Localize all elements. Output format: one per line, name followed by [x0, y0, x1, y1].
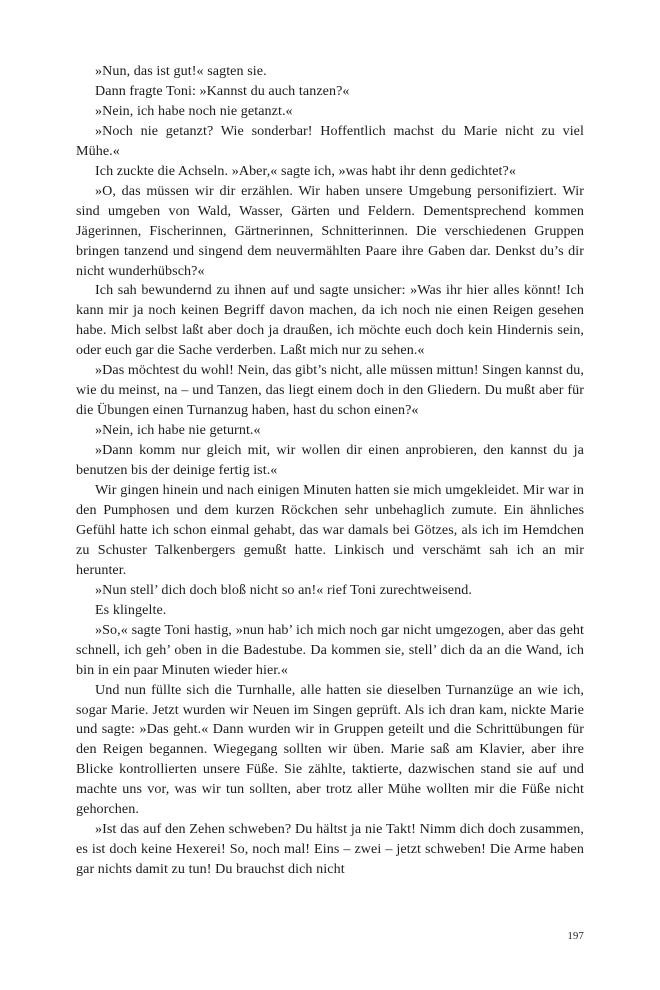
paragraph: Ich sah bewundernd zu ihnen auf und sagte unsicher: »Was ihr hier alles könnt! Ich kann mir ja noch keinen Begriff davon machen, da ich noch nie einen Reigen gesehen habe. Mich selbst laßt aber doch ja draußen, ich möchte euch doch kein Hindernis sein, oder euch gar die Sache verderben. Laßt mich nur zu sehen.«: [76, 282, 584, 359]
paragraph: »Nun, das ist gut!« sagten sie.: [95, 63, 267, 79]
paragraph: Dann fragte Toni: »Kannst du auch tanzen?«: [95, 82, 350, 99]
paragraph: »Das möchtest du wohl! Nein, das gibt’s nicht, alle müssen mittun! Singen kannst du, wie du meinst, na – und Tanzen, das liegt einem doch in den Gliedern. Du mußt aber für die Übungen einen Turnanzug haben, hast du schon einen?«: [76, 362, 584, 419]
paragraph: »Nein, ich habe nie geturnt.«: [95, 422, 261, 439]
paragraph: Wir gingen hinein und nach einigen Minuten hatten sie mich umgekleidet. Mir war in den Pumphosen und dem kurzen Röckchen sehr unbehaglich zumute. Ein ähnliches Gefühl hatte ich schon einmal gehabt, das war damals bei Götzes, als ich im Hemdchen zu Schuster Talkenbergers gemußt hatte. Linkisch und verschämt sah ich an mir herunter.: [76, 482, 584, 578]
paragraph: »O, das müssen wir dir erzählen. Wir haben unsere Umgebung personifiziert. Wir sind umgeben von Wald, Wasser, Gärten und Feldern. Dementsprechend kommen Jägerinnen, Fischerinnen, Gärtnerinnen, Schnitterinnen. Die verschiedenen Gruppen bringen tanzend und singend dem neuvermählten Paare ihre Gaben dar. Denkst du’s dir nicht wunderhübsch?«: [76, 182, 584, 279]
paragraph: »Dann komm nur gleich mit, wir wollen dir einen anprobieren, den kannst du ja benutzen bis der deinige fertig ist.«: [76, 442, 584, 479]
paragraph: »So,« sagte Toni hastig, »nun hab’ ich mich noch gar nicht umgezogen, aber das geht schnell, ich geh’ oben in die Badestube. Da kommen sie, stell’ dich da an die Wand, ich bin in ein paar Minuten wieder hier.«: [76, 621, 584, 678]
paragraph: »Nein, ich habe noch nie getanzt.«: [95, 102, 293, 119]
paragraph: »Noch nie getanzt? Wie sonderbar! Hoffentlich machst du Marie nicht zu viel Mühe.«: [76, 122, 584, 159]
paragraph: »Ist das auf den Zehen schweben? Du hältst ja nie Takt! Nimm dich doch zusammen, es ist doch keine Hexerei! So, noch mal! Eins – zwei – jetzt schweben! Die Arme haben gar nichts damit zu tun! Du brauchst dich nicht: [76, 821, 584, 878]
body-text-block: [76, 62, 584, 880]
paragraph: »Nun stell’ dich doch bloß nicht so an!« rief Toni zurechtweisend.: [95, 581, 472, 598]
paragraph: Und nun füllte sich die Turnhalle, alle hatten sie dieselben Turnanzüge an wie ich, sogar Marie. Jetzt wurden wir Neuen im Singen geprüft. Als ich dran kam, nickte Marie und sagte: »Das geht.« Dann wurden wir in Gruppen geteilt und die Schrittübungen für den Reigen begannen. Wiegegang sollten wir üben. Marie saß am Klavier, aber ihre Blicke kontrollierten unsere Füße. Sie zählte, taktierte, dazwischen stand sie auf und machte uns vor, was wir tun sollten, aber trotz aller Mühe wollten mir die Füße nicht gehorchen.: [76, 681, 584, 818]
page-number: 197: [567, 931, 584, 942]
paragraph: Es klingelte.: [95, 601, 167, 618]
paragraph: Ich zuckte die Achseln. »Aber,« sagte ich, »was habt ihr denn gedichtet?«: [95, 162, 516, 179]
